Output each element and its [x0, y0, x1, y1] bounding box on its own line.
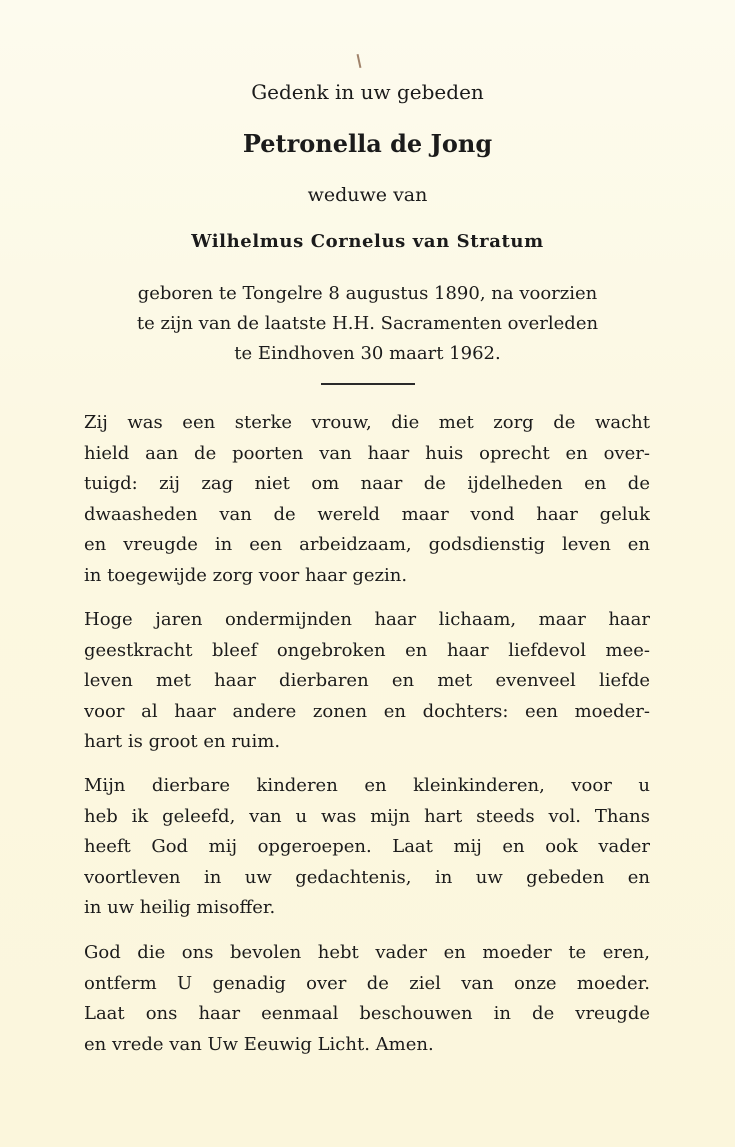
text-line: hart is groot en ruim.	[84, 731, 281, 752]
text-line: in toegewijde zorg voor haar gezin.	[84, 564, 408, 586]
text-line: God die ons bevolen hebt vader en moeder te eren,	[84, 942, 650, 963]
text-line: in uw heilig misoffer.	[84, 897, 276, 918]
text-line: Zij was een sterke vrouw, die met zorg de wacht	[84, 412, 650, 433]
text-line: hield aan de poorten van haar huis oprecht en over-	[84, 442, 650, 464]
widow-of-line: weduwe van	[307, 184, 428, 206]
text-line: leven met haar dierbaren en met evenveel liefde	[84, 670, 650, 691]
birth-death-line: geboren te Tongelre 8 augustus 1890, na voorzien	[137, 283, 598, 304]
intro-line: Gedenk in uw gebeden	[251, 80, 484, 104]
text-line: Mijn dierbare kinderen en kleinkinderen, voor u	[84, 775, 650, 796]
text-line: Hoge jaren ondermijnden haar lichaam, maar haar	[84, 609, 650, 630]
text-line: heeft God mij opgeroepen. Laat mij en ook vader	[84, 836, 650, 857]
birth-death-line: te Eindhoven 30 maart 1962.	[234, 343, 501, 364]
paragraph-old-age	[84, 605, 650, 758]
paragraph-prayer	[84, 938, 650, 1060]
text-line: tuigd: zij zag niet om naar de ijdelheden en de	[84, 473, 650, 494]
text-line: voor al haar andere zonen en dochters: een moeder-	[84, 700, 650, 722]
text-line: geestkracht bleef ongebroken en haar liefdevol mee-	[84, 639, 650, 661]
text-line: en vreugde in een arbeidzaam, godsdienstig leven en	[84, 534, 650, 555]
text-line: heb ik geleefd, van u was mijn hart steeds vol. Thans	[84, 805, 650, 827]
divider-rule	[321, 383, 415, 385]
text-line: dwaasheden van de wereld maar vond haar geluk	[84, 503, 650, 525]
text-line: en vrede van Uw Eeuwig Licht. Amen.	[84, 1033, 434, 1055]
husband-name: Wilhelmus Cornelus van Stratum	[191, 231, 544, 252]
text-line: ontferm U genadig over de ziel van onze moeder.	[84, 972, 650, 994]
birth-death-line: te zijn van de laatste H.H. Sacramenten overleden	[136, 313, 599, 334]
paragraph-children	[84, 771, 650, 924]
birth-death-block	[0, 279, 735, 369]
text-line: Laat ons haar eenmaal beschouwen in de vreugde	[84, 1003, 650, 1024]
ink-mark	[357, 54, 362, 68]
paragraph-strong-woman	[84, 408, 650, 591]
text-line: voortleven in uw gedachtenis, in uw gebeden en	[84, 866, 650, 888]
deceased-name: Petronella de Jong	[242, 129, 493, 158]
